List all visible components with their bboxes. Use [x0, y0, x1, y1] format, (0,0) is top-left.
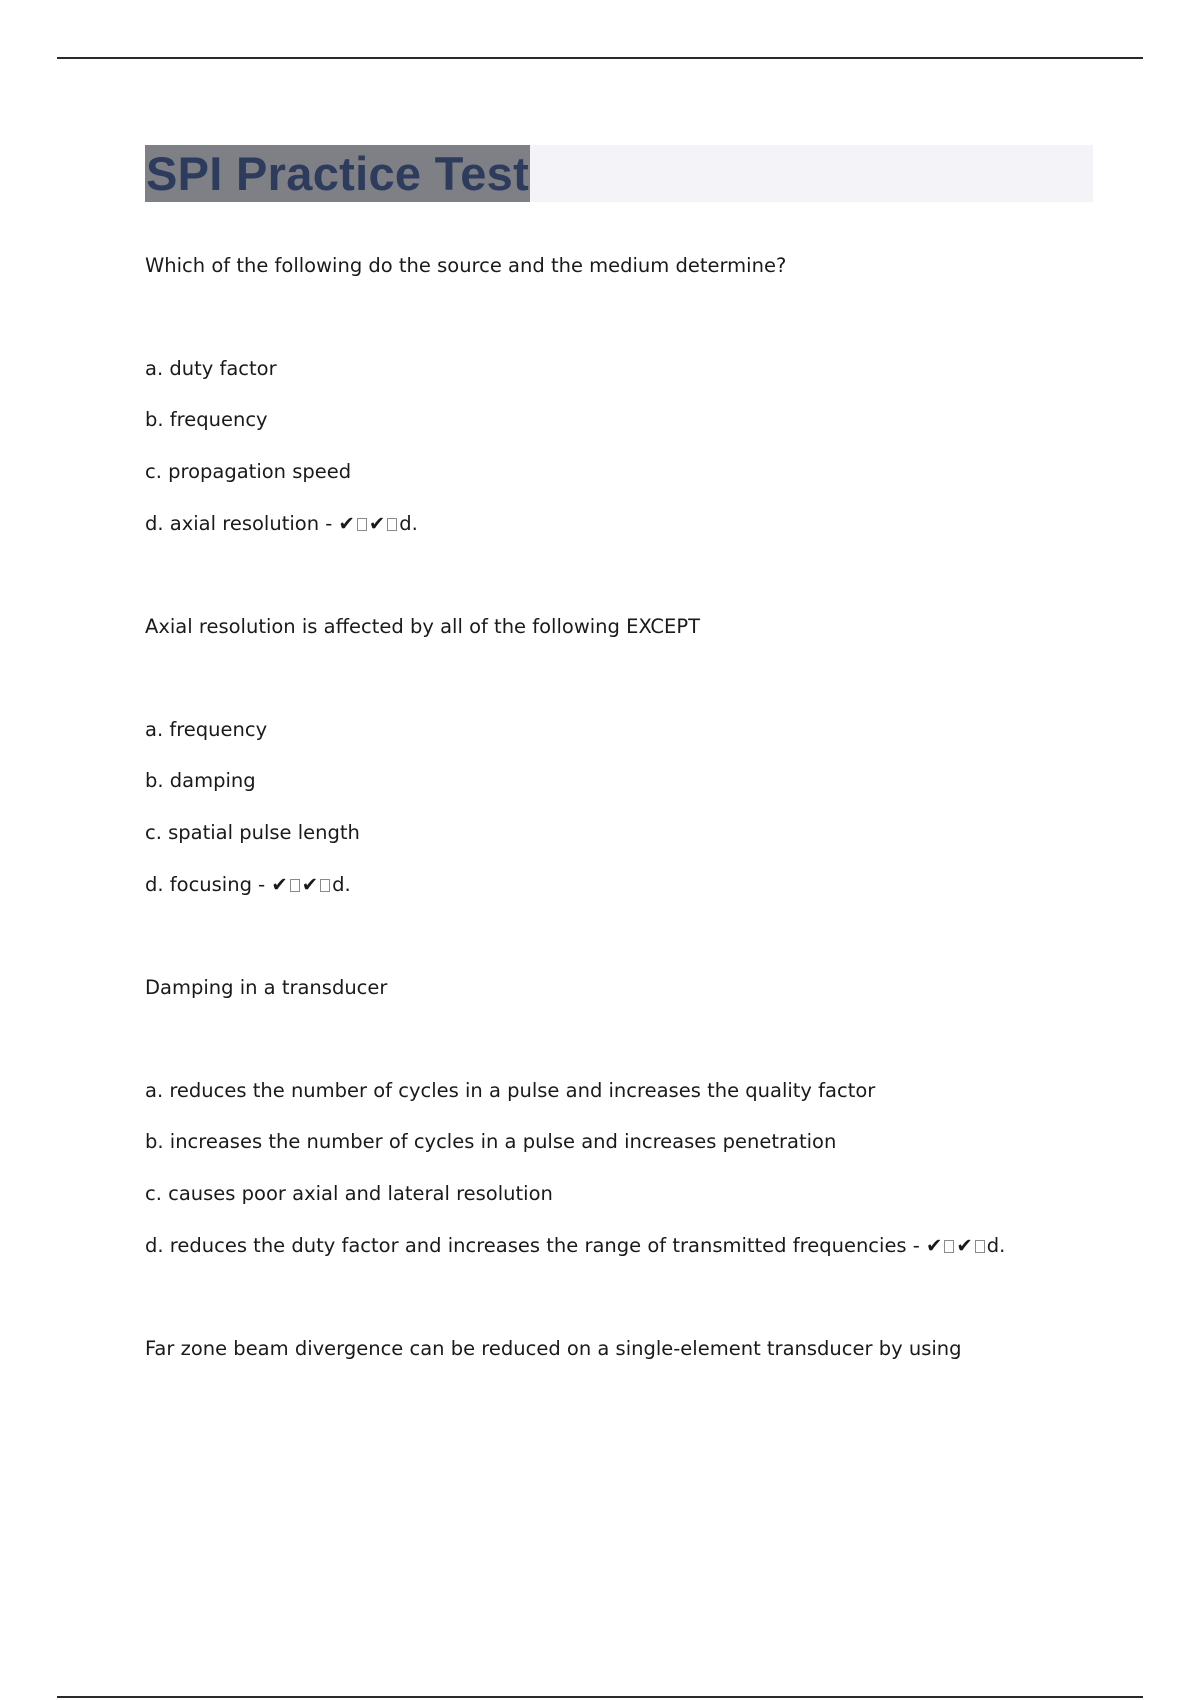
check-icon: ✔ [271, 873, 288, 896]
question-3-prompt: Damping in a transducer [145, 976, 388, 999]
question-3-option-a: a. reduces the number of cycles in a pulse and increases the quality factor [145, 1079, 876, 1102]
checkbox-glyph-icon [387, 518, 397, 531]
question-4-prompt: Far zone beam divergence can be reduced on a single-element transducer by using [145, 1337, 962, 1360]
question-1-option-b: b. frequency [145, 408, 268, 431]
footer-rule [57, 1696, 1143, 1698]
question-3-option-c: c. causes poor axial and lateral resolution [145, 1182, 553, 1205]
question-2-option-a: a. frequency [145, 718, 268, 741]
page-title: SPI Practice Test [146, 147, 530, 200]
question-1-option-a: a. duty factor [145, 357, 277, 380]
check-icon: ✔ [301, 873, 319, 896]
option-text: d. focusing - [145, 873, 272, 896]
checkbox-glyph-icon [357, 518, 367, 531]
check-icon: ✔ [956, 1234, 973, 1257]
answer-label: d. [399, 512, 418, 535]
header-rule [57, 57, 1143, 59]
answer-label: d. [332, 873, 351, 896]
checkbox-glyph-icon [320, 879, 330, 892]
check-icon: ✔ [368, 512, 386, 535]
title-highlight [145, 145, 530, 202]
answer-label: d. [986, 1234, 1006, 1257]
checkbox-glyph-icon [975, 1240, 985, 1253]
option-text: d. reduces the duty factor and increases the range of transmitted frequencies - [145, 1234, 927, 1257]
question-2-option-b: b. damping [145, 769, 256, 792]
question-1-option-c: c. propagation speed [145, 460, 352, 483]
check-icon: ✔ [338, 512, 355, 535]
question-1-prompt: Which of the following do the source and the medium determine? [145, 254, 787, 277]
question-2-option-d [145, 873, 351, 897]
option-text: d. axial resolution - [145, 512, 339, 535]
check-icon: ✔ [926, 1234, 943, 1257]
question-2-prompt: Axial resolution is affected by all of the following EXCEPT [145, 615, 700, 638]
question-3-option-b: b. increases the number of cycles in a pulse and increases penetration [145, 1130, 837, 1153]
question-2-option-c: c. spatial pulse length [145, 821, 360, 844]
question-3-option-d [145, 1234, 1005, 1258]
question-1-option-d [145, 512, 418, 536]
checkbox-glyph-icon [290, 879, 300, 892]
checkbox-glyph-icon [944, 1240, 954, 1253]
